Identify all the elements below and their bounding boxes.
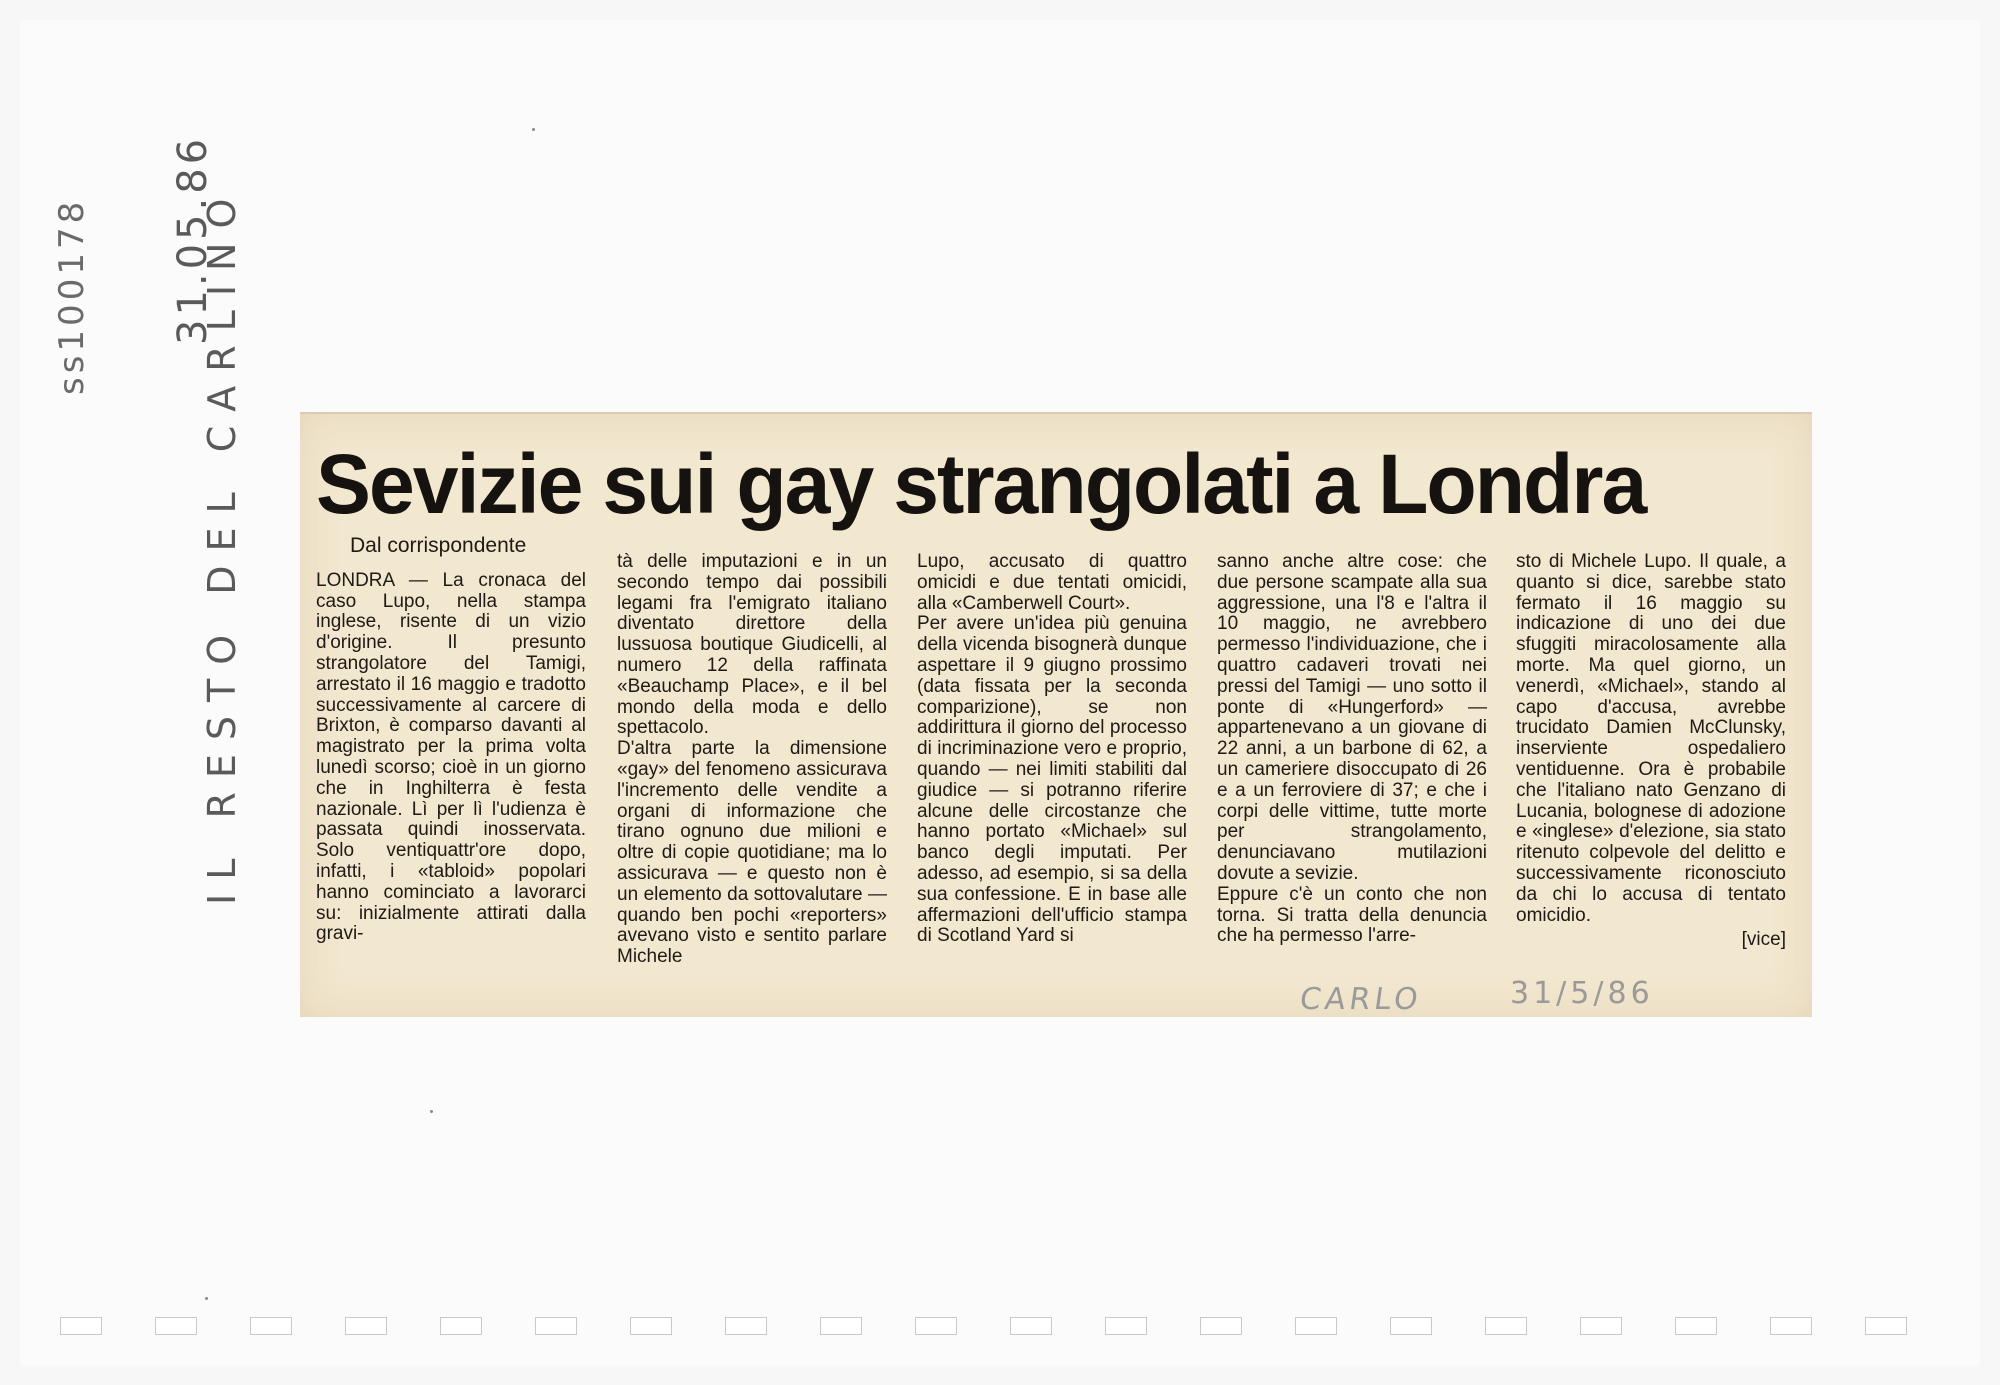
binder-tab: [155, 1317, 197, 1335]
article-column-2: [617, 552, 887, 968]
newspaper-clipping: [300, 412, 1812, 1017]
binder-tab: [1485, 1317, 1527, 1335]
binder-tab: [1675, 1317, 1717, 1335]
binder-tab: [915, 1317, 957, 1335]
handwritten-date-note: 31/5/86: [1510, 976, 1654, 1011]
dust-speck: [532, 128, 535, 131]
binder-tab: [725, 1317, 767, 1335]
publication-date: 31.05.86: [170, 134, 216, 345]
binder-tab: [1390, 1317, 1432, 1335]
binder-tab: [1865, 1317, 1907, 1335]
column-text: sto di Michele Lupo. Il quale, a quanto si dice, sarebbe stato fermato il 16 maggio su indicazione di uno dei due sfuggiti miracolosamente alla morte. Ma quel giorno, un venerdì, «Michael», stando al capo d'accusa, avrebbe trucidato Damien McClunsky, inserviente ospedaliero ventiduenne. Ora è probabile che l'italiano nato Genzano di Lucania, bolognese di adozione e «inglese» d'elezione, sia stato ritenuto colpevole del delitto e successivamente riconosciuto da chi lo accusa di tentato omicidio.: [1516, 551, 1786, 926]
archive-code: ss100178: [52, 197, 92, 395]
binder-tab: [60, 1317, 102, 1335]
author-signature: [vice]: [1741, 929, 1786, 951]
handwritten-name-note: CARLO: [1297, 982, 1425, 1017]
binder-tab: [250, 1317, 292, 1335]
binder-tab: [1200, 1317, 1242, 1335]
binder-tab: [630, 1317, 672, 1335]
column-text: Lupo, accusato di quattro omicidi e due tentati omicidi, alla «Camberwell Court». Per avere un'idea più genuina della vicenda bisognerà dunque aspettare il 9 giugno prossimo (data fissata per la seconda comparizione), se non addirittura il giorno del processo di incriminazione vero e proprio, quando — nei limiti stabiliti dal giudice — si potranno riferire alcune delle circostanze che hanno portato «Michael» sul banco degli imputati. Per adesso, ad esempio, si sa della sua confessione. E in base alle affermazioni dell'ufficio stampa di Scotland Yard si: [917, 551, 1187, 947]
publication-name: IL RESTO DEL CARLINO: [200, 184, 244, 905]
binder-tab: [440, 1317, 482, 1335]
headline: Sevizie sui gay strangolati a Londra: [316, 437, 1646, 531]
binder-tab: [1105, 1317, 1147, 1335]
article-column-5: [1516, 552, 1786, 951]
binder-tab: [820, 1317, 862, 1335]
binder-edge: [20, 1305, 1980, 1365]
column-text: tà delle imputazioni e in un secondo tempo dai possibili legami fra l'emigrato italiano diventato direttore della lussuosa boutique Giudicelli, al numero 12 della raffinata «Beauchamp Place», e il bel mondo della moda e dello spettacolo. D'altra parte la dimensione «gay» del fenomeno assicurava l'incremento delle vendite a organi di informazione che tirano ognuno due milioni e oltre di copie quotidiane; ma lo assicurava — e questo non è un elemento da sottovalutare — quando ben pochi «reporters» avevano visto e sentito parlare Michele: [617, 551, 887, 968]
binder-tab: [1295, 1317, 1337, 1335]
dust-speck: [430, 1110, 433, 1113]
article-column-4: [1217, 552, 1487, 947]
column-text: sanno anche altre cose: che due persone scampate alla sua aggressione, una l'8 e l'altra il 10 maggio, ne avrebbero permesso l'individuazione, che i quattro cadaveri trovati nei pressi del Tamigi — uno sotto il ponte di «Hungerford» — appartenevano a un giovane di 22 anni, a un barbone di 62, a un cameriere disoccupato di 26 e a un ferroviere di 37; e che i corpi delle vittime, tutte morte per strangolamento, denunciavano mutilazioni dovute a sevizie. Eppure c'è un conto che non torna. Si tratta della denuncia che ha permesso l'arre-: [1217, 551, 1487, 947]
column-text: LONDRA — La cronaca del caso Lupo, nella stampa inglese, risente di un vizio d'origine. Il presunto strangolatore del Tamigi, arrestato il 16 maggio e tradotto successivamente al carcere di Brixton, è comparso davanti al magistrato per la prima volta lunedì scorso; cioè in un giorno che in Inghilterra è festa nazionale. Lì per lì l'udienza è passata quindi inosservata. Solo ventiquattr'ore dopo, infatti, i «tabloid» popolari hanno cominciato a lavorarci su: inizialmente attirati dalla gravi-: [316, 569, 586, 945]
byline: Dal corrispondente: [350, 534, 527, 557]
binder-tab: [1770, 1317, 1812, 1335]
dust-speck: [205, 1297, 208, 1300]
article-column-3: [917, 552, 1187, 947]
binder-tab: [1580, 1317, 1622, 1335]
binder-tab: [1010, 1317, 1052, 1335]
binder-tab: [535, 1317, 577, 1335]
article-column-1: [316, 534, 586, 945]
binder-tab: [345, 1317, 387, 1335]
